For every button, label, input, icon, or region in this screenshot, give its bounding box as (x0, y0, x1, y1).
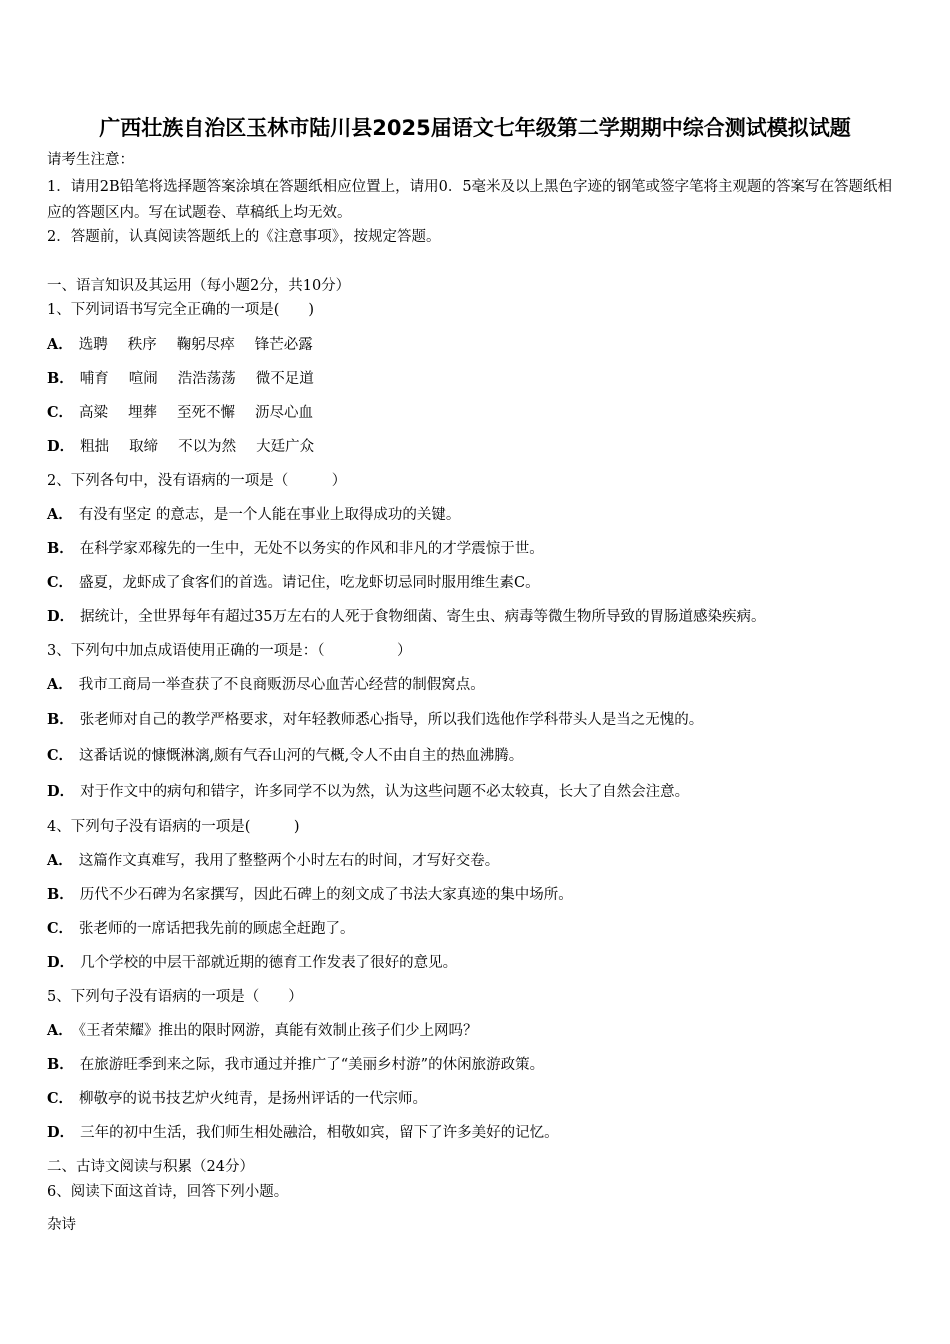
question-3-stem: 3、下列句中加点成语使用正确的一项是：（ ） (47, 643, 412, 659)
word: 沥尽心血 (255, 405, 314, 421)
question-4-option-b (47, 885, 573, 905)
option-letter: B． (47, 1056, 74, 1073)
question-3-option-b (47, 710, 703, 730)
option-letter: A． (47, 336, 73, 353)
notice-heading: 请考生注意： (47, 152, 134, 168)
option-letter: B． (47, 370, 74, 387)
option-letter: A． (47, 506, 73, 523)
poem-title: 杂诗 (47, 1217, 76, 1233)
question-3-option-a (47, 675, 485, 695)
option-letter: D． (47, 438, 75, 455)
option-text: 《王者荣耀》推出的限时网游，真能有效制止孩子们少上网吗？ (78, 1023, 478, 1039)
page-title: 广西壮族自治区玉林市陆川县2025届语文七年级第二学期期中综合测试模拟试题 (99, 116, 851, 140)
word: 秩序 (127, 337, 157, 353)
word: 不以为然 (178, 439, 237, 455)
question-4-option-a (47, 851, 499, 871)
question-4-stem: 4、下列句子没有语病的一项是( ) (47, 819, 300, 835)
option-text: 据统计，全世界每年有超过35万左右的人死于食物细菌、寄生虫、病毒等微生物所导致的胃肠道感染疾病。 (80, 609, 766, 625)
option-text: 有没有坚定 的意志，是一个人能在事业上取得成功的关键。 (78, 507, 461, 523)
option-text: 几个学校的中层干部就近期的德育工作发表了很好的意见。 (80, 955, 458, 971)
option-text: 张老师对自己的教学严格要求，对年轻教师悉心指导，所以我们选他作学科带头人是当之无愧的。 (79, 712, 704, 728)
option-letter: D． (47, 954, 75, 971)
option-text: 历代不少石碑为名家撰写，因此石碑上的刻文成了书法大家真迹的集中场所。 (79, 887, 573, 903)
notice-item-1: 1．请用2B铅笔将选择题答案涂填在答题纸相应位置上，请用0．5毫米及以上黑色字迹的钢笔或签字笔将主观题的答案写在答题纸相应的答题区内。写在试题卷、草稿纸上均无效。 (47, 179, 893, 221)
option-text: 三年的初中生活，我们师生相处融洽，相敬如宾，留下了许多美好的记忆。 (80, 1125, 559, 1141)
question-5-option-d (47, 1123, 559, 1143)
question-4-option-c (47, 919, 355, 939)
option-letter: C． (47, 574, 74, 591)
word: 浩浩荡荡 (177, 371, 236, 387)
section-2-heading: 二、古诗文阅读与积累（24分） (47, 1159, 254, 1175)
word: 粗拙 (80, 439, 110, 455)
option-letter: C． (47, 747, 74, 764)
question-4-option-d (47, 953, 457, 973)
word: 至死不懈 (177, 405, 236, 421)
question-2-stem: 2、下列各句中，没有语病的一项是（ ） (47, 473, 347, 489)
word: 大廷广众 (256, 439, 315, 455)
option-letter: D． (47, 783, 75, 800)
question-5-option-a (47, 1021, 478, 1041)
question-1-option-c (47, 403, 333, 423)
option-letter: A． (47, 852, 73, 869)
question-5-option-c (47, 1089, 427, 1109)
option-text: 我市工商局一举查获了不良商贩沥尽心血苦心经营的制假窝点。 (78, 677, 485, 693)
question-2-option-b (47, 539, 544, 559)
option-text: 在科学家邓稼先的一生中，无处不以务实的作风和非凡的才学震惊于世。 (79, 541, 544, 557)
word: 喧闹 (128, 371, 158, 387)
question-3-option-d (47, 782, 689, 802)
option-text: 对于作文中的病句和错字，许多同学不以为然，认为这些问题不必太较真，长大了自然会注意。 (80, 784, 690, 800)
option-text: 柳敬亭的说书技艺炉火纯青，是扬州评话的一代宗师。 (79, 1091, 428, 1107)
option-letter: A． (47, 676, 73, 693)
section-1-heading: 一、语言知识及其运用（每小题2分，共10分） (47, 278, 351, 294)
word: 埋葬 (128, 405, 158, 421)
option-letter: B． (47, 540, 74, 557)
question-1-option-a (47, 335, 333, 355)
option-letter: C． (47, 1090, 74, 1107)
question-3-option-c (47, 746, 523, 766)
question-1-option-b (47, 369, 334, 389)
option-letter: D． (47, 608, 75, 625)
option-letter: C． (47, 404, 74, 421)
word: 鞠躬尽瘁 (176, 337, 235, 353)
option-text: 在旅游旺季到来之际，我市通过并推广了“美丽乡村游”的休闲旅游政策。 (79, 1057, 545, 1073)
question-2-option-a (47, 505, 460, 525)
option-text: 张老师的一席话把我先前的顾虑全赶跑了。 (79, 921, 355, 937)
question-2-option-c (47, 573, 540, 593)
word: 哺育 (79, 371, 109, 387)
word: 微不足道 (255, 371, 314, 387)
question-2-option-d (47, 607, 766, 627)
option-letter: B． (47, 886, 74, 903)
option-letter: D． (47, 1124, 75, 1141)
option-text: 这篇作文真难写，我用了整整两个小时左右的时间，才写好交卷。 (78, 853, 500, 869)
option-letter: C． (47, 920, 74, 937)
word: 锋芒必露 (254, 337, 313, 353)
word: 高粱 (79, 405, 109, 421)
question-5-option-b (47, 1055, 544, 1075)
question-6-stem: 6、阅读下面这首诗，回答下列小题。 (47, 1184, 289, 1200)
question-1-stem: 1、下列词语书写完全正确的一项是( ) (47, 302, 315, 318)
word: 选聘 (78, 337, 108, 353)
word: 取缔 (129, 439, 159, 455)
option-text: 盛夏，龙虾成了食客们的首选。请记住，吃龙虾切忌同时服用维生素C。 (79, 575, 540, 591)
notice-item-2: 2．答题前，认真阅读答题纸上的《注意事项》，按规定答题。 (47, 229, 441, 245)
option-text: 这番话说的慷慨淋漓,颇有气吞山河的气概,令人不由自主的热血沸腾。 (79, 748, 524, 764)
question-5-stem: 5、下列句子没有语病的一项是（ ） (47, 989, 303, 1005)
question-1-option-d (47, 437, 334, 457)
option-letter: B． (47, 711, 74, 728)
option-letter: A． (47, 1022, 73, 1039)
